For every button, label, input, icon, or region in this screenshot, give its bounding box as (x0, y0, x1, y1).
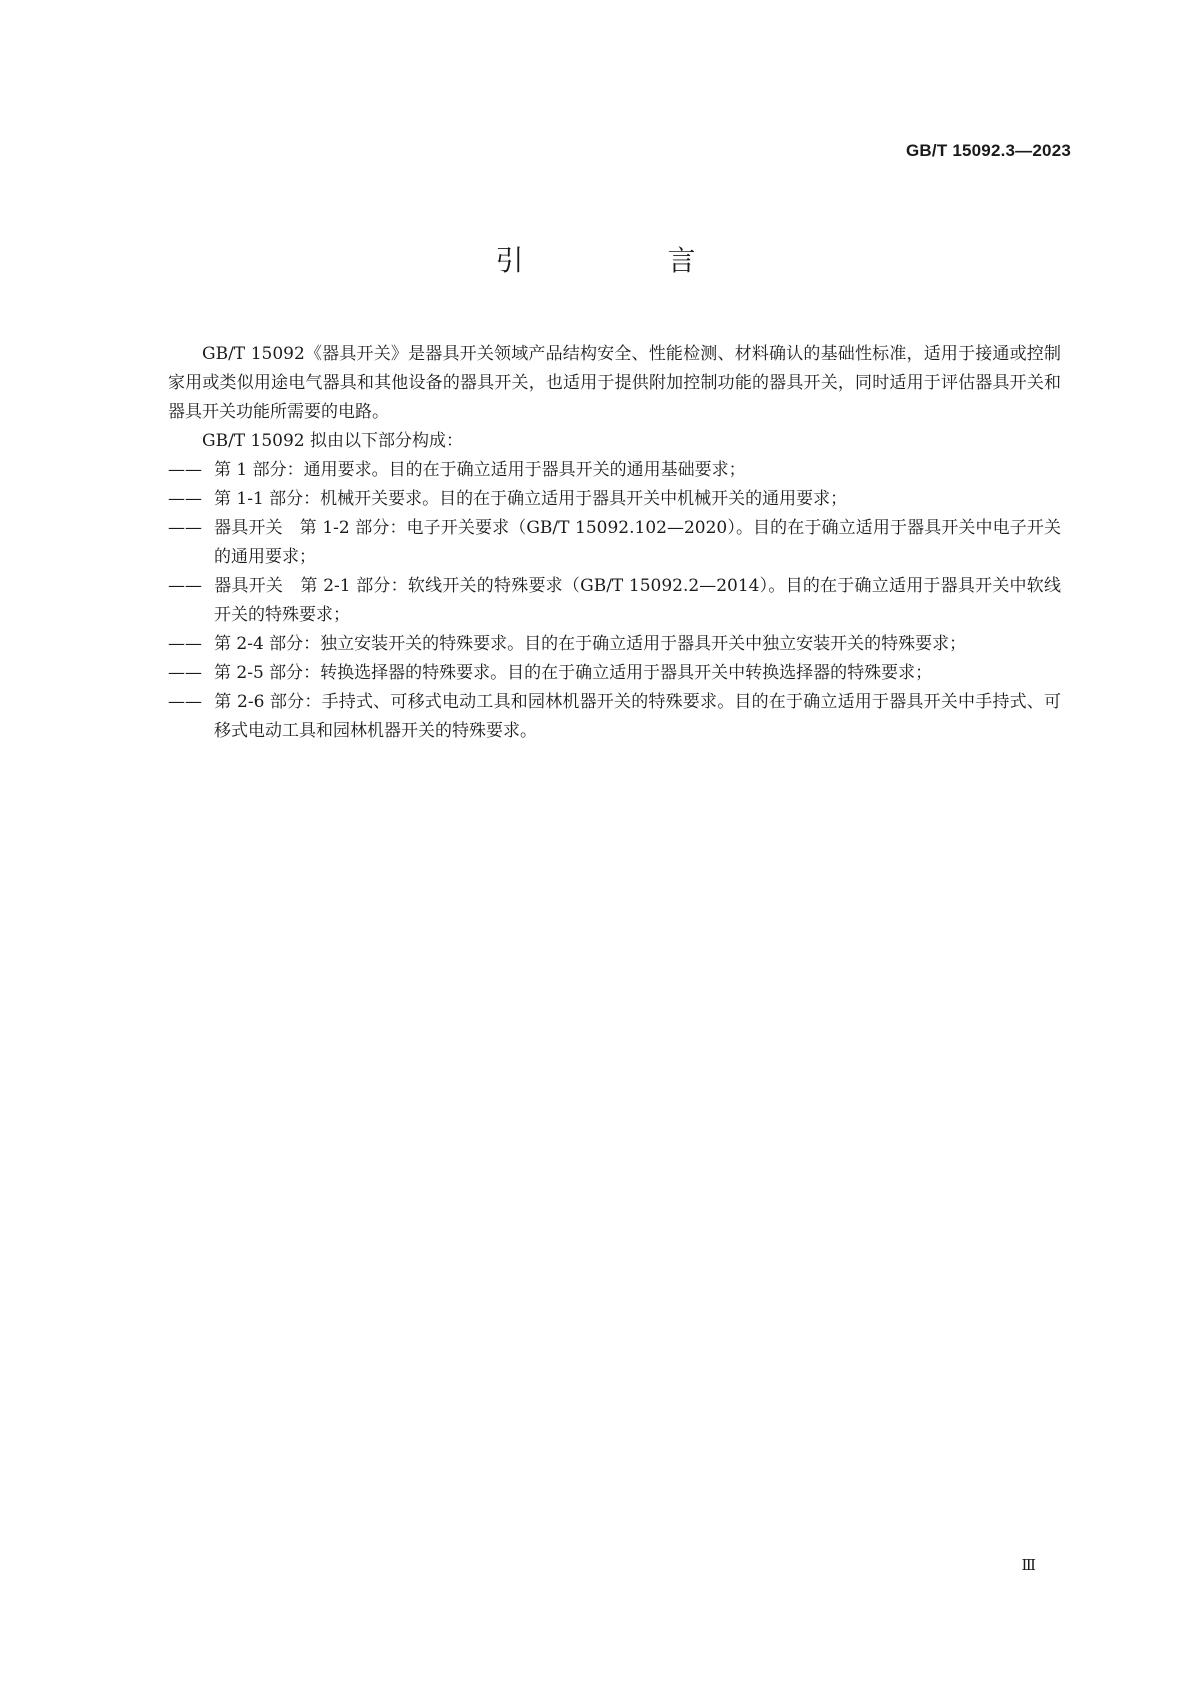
list-dash: —— (168, 489, 202, 509)
list-item-text: 第 2-5 部分：转换选择器的特殊要求。目的在于确立适用于器具开关中转换选择器的特殊要求； (214, 663, 933, 683)
list-item (168, 485, 1061, 514)
list-item-text: 第 1 部分：通用要求。目的在于确立适用于器具开关的通用基础要求； (214, 460, 746, 480)
list-item (168, 688, 1061, 746)
list-item (168, 456, 1061, 485)
page-title: 引 言 (495, 244, 754, 277)
list-dash: —— (168, 634, 202, 654)
list-item (168, 514, 1061, 572)
parts-intro: GB/T 15092 拟由以下部分构成： (202, 431, 464, 451)
list-item-text: 器具开关 第 2-1 部分：软线开关的特殊要求（GB/T 15092.2—2014）。目的在于确立适用于器具开关中软线开关的特殊要求； (214, 576, 1061, 625)
list-item-text: 第 2-4 部分：独立安装开关的特殊要求。目的在于确立适用于器具开关中独立安装开关的特殊要求； (214, 634, 967, 654)
list-item (168, 659, 1061, 688)
standard-code: GB/T 15092.3—2023 (906, 141, 1071, 160)
list-item (168, 572, 1061, 630)
list-dash: —— (168, 576, 202, 596)
intro-paragraph: GB/T 15092《器具开关》是器具开关领域产品结构安全、性能检测、材料确认的基础性标准，适用于接通或控制家用或类似用途电气器具和其他设备的器具开关，也适用于提供附加控制功能的器具开关，同时适用于评估器具开关和器具开关功能所需要的电路。 (168, 344, 1061, 422)
page-number: Ⅲ (1021, 1556, 1036, 1574)
list-item (168, 630, 1061, 659)
list-dash: —— (168, 460, 202, 480)
list-dash: —— (168, 663, 202, 683)
list-dash: —— (168, 518, 202, 538)
list-item-text: 器具开关 第 1-2 部分：电子开关要求（GB/T 15092.102—2020）。目的在于确立适用于器具开关中电子开关的通用要求； (214, 518, 1061, 567)
list-item-text: 第 2-6 部分：手持式、可移式电动工具和园林机器开关的特殊要求。目的在于确立适用于器具开关中手持式、可移式电动工具和园林机器开关的特殊要求。 (214, 692, 1061, 741)
document-body (168, 340, 1061, 746)
list-dash: —— (168, 692, 202, 712)
list-item-text: 第 1-1 部分：机械开关要求。目的在于确立适用于器具开关中机械开关的通用要求； (214, 489, 848, 509)
